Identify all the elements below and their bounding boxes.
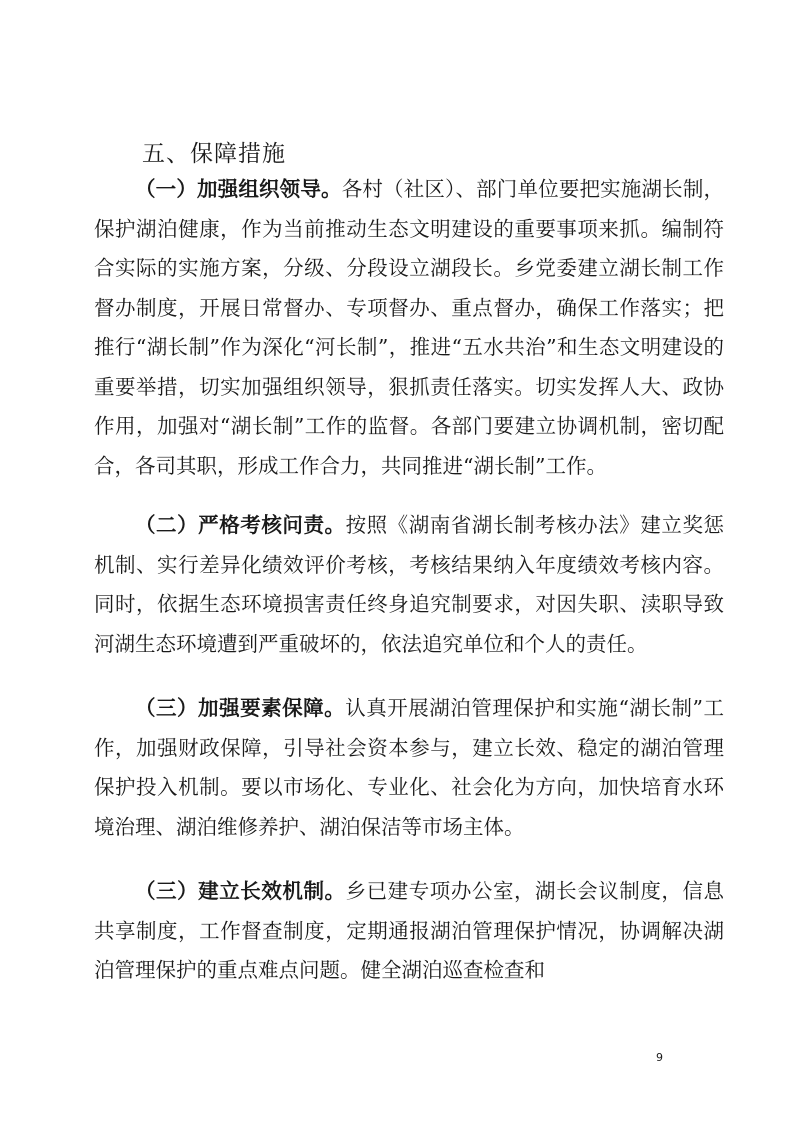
paragraph-body: 乡已建专项办公室，湖长会议制度，信息共享制度，工作督查制度，定期通报湖泊管理保护情况，协调解决湖泊管理保护的重点难点问题。健全湖泊巡查检查和 — [94, 879, 725, 982]
paragraph-long-term-mechanism — [94, 872, 724, 991]
paragraph-heading: （三）建立长效机制。 — [135, 879, 346, 903]
paragraph-heading: （一）加强组织领导。 — [135, 177, 342, 201]
paragraph-heading: （二）严格考核问责。 — [135, 513, 346, 537]
paragraph-organization-leadership — [94, 170, 724, 486]
section-title: 五、保障措施 — [142, 141, 286, 167]
paragraph-assessment-accountability — [94, 506, 724, 664]
paragraph-heading: （三）加强要素保障。 — [135, 696, 346, 720]
paragraph-body: 认真开展湖泊管理保护和实施“湖长制”工作，加强财政保障，引导社会资本参与，建立长效、稳定的湖泊管理保护投入机制。要以市场化、专业化、社会化为方向，加快培育水环境治理、湖泊维修养护、湖泊保洁等市场主体。 — [94, 696, 725, 839]
paragraph-body: 按照《湖南省湖长制考核办法》建立奖惩机制、实行差异化绩效评价考核，考核结果纳入年度绩效考核内容。同时，依据生态环境损害责任终身追究制要求，对因失职、渎职导致河湖生态环境遭到严重破坏的，依法追究单位和个人的责任。 — [94, 513, 725, 656]
page-number: 9 — [656, 1051, 663, 1064]
paragraph-body: 各村（社区）、部门单位要把实施湖长制，保护湖泊健康，作为当前推动生态文明建设的重要事项来抓。编制符合实际的实施方案，分级、分段设立湖段长。乡党委建立湖长制工作督办制度，开展日常督办、专项督办、重点督办，确保工作落实；把推行“湖长制”作为深化“河长制”，推进“五水共治”和生态文明建设的重要举措，切实加强组织领导，狠抓责任落实。切实发挥人大、政协作用，加强对“湖长制”工作的监督。各部门要建立协调机制，密切配合，各司其职，形成工作合力，共同推进“湖长制”工作。 — [94, 177, 725, 478]
paragraph-resource-guarantee — [94, 689, 724, 847]
